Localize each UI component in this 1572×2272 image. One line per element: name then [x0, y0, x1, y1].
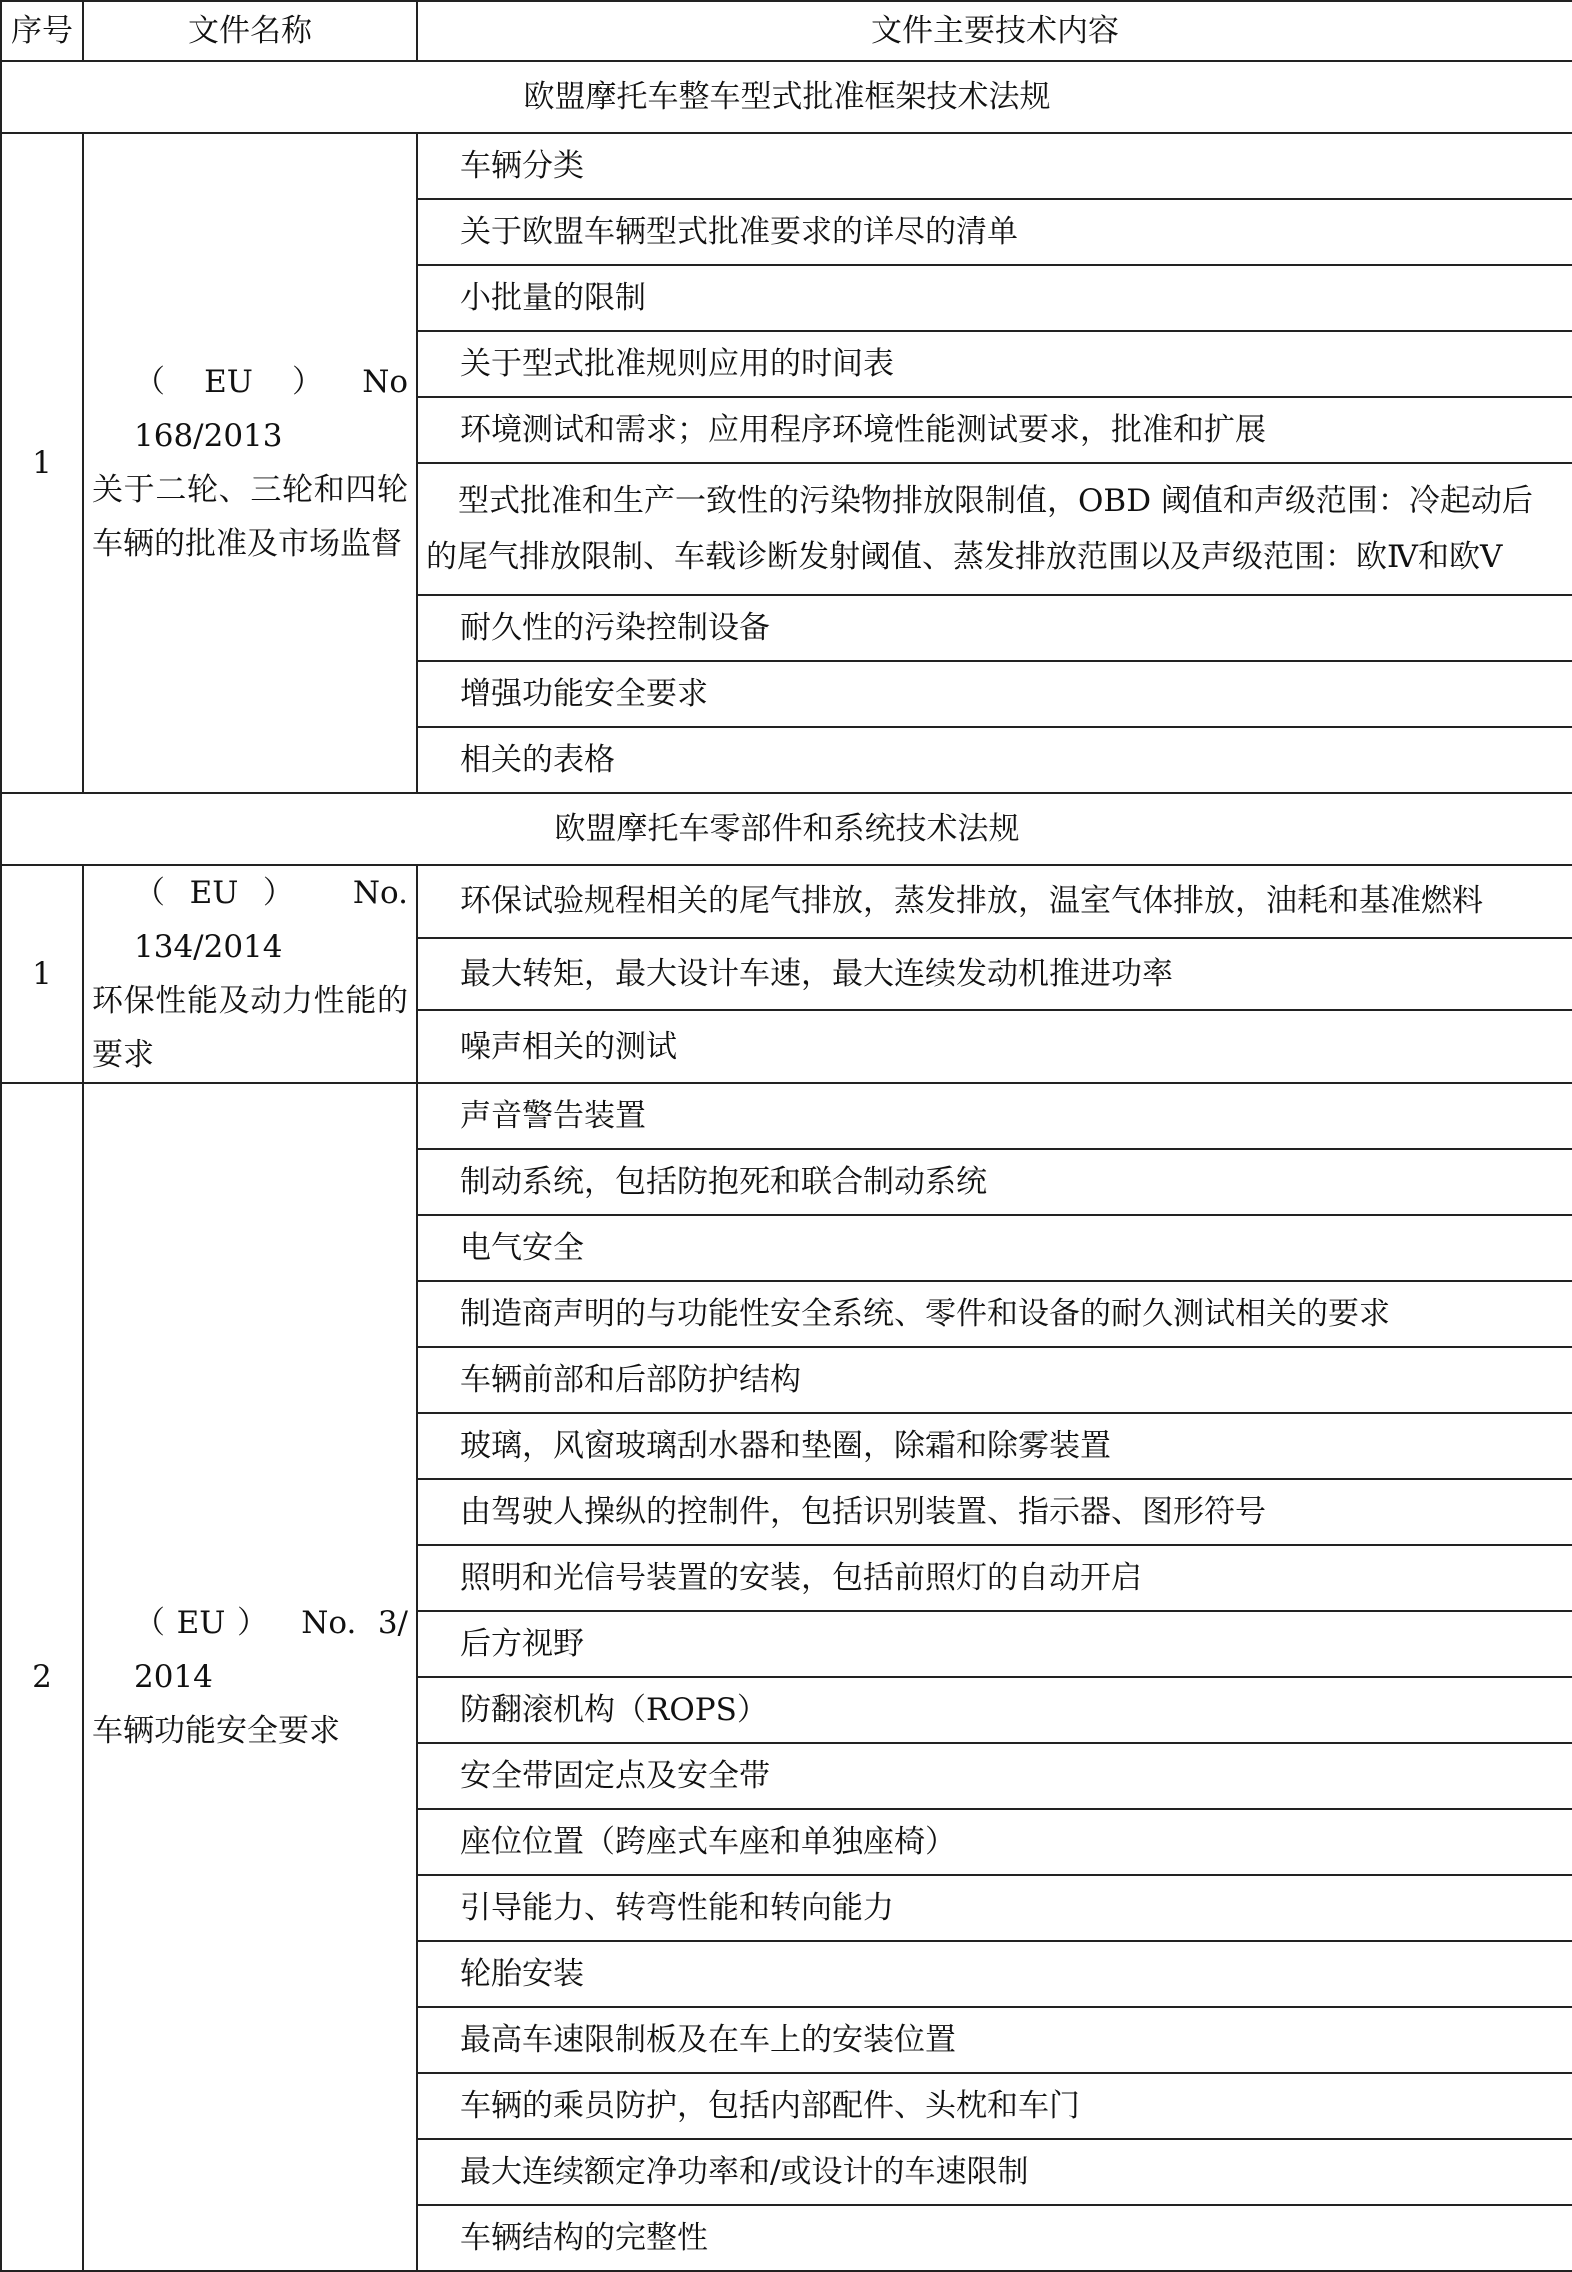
content-item: 最高车速限制板及在车上的安装位置	[417, 2007, 1572, 2073]
doc-code: （EU）No 168/2013	[134, 364, 408, 454]
content-item: 最大转矩，最大设计车速，最大连续发动机推进功率	[417, 938, 1572, 1011]
regulations-table-body	[1, 1, 1572, 2271]
doc-title: 关于二轮、三轮和四轮车辆的批准及市场监督	[92, 472, 408, 562]
header-row	[1, 1, 1572, 61]
content-item: 电气安全	[417, 1215, 1572, 1281]
content-item: 座位位置（跨座式车座和单独座椅）	[417, 1809, 1572, 1875]
content-item: 声音警告装置	[417, 1083, 1572, 1149]
content-item: 引导能力、转弯性能和转向能力	[417, 1875, 1572, 1941]
content-item: 防翻滚机构（ROPS）	[417, 1677, 1572, 1743]
content-item: 增强功能安全要求	[417, 661, 1572, 727]
content-item: 照明和光信号装置的安装，包括前照灯的自动开启	[417, 1545, 1572, 1611]
content-item: 耐久性的污染控制设备	[417, 595, 1572, 661]
doc-name-cell	[83, 133, 417, 793]
content-item: 最大连续额定净功率和/或设计的车速限制	[417, 2139, 1572, 2205]
content-item	[417, 463, 1572, 595]
content-item: 车辆分类	[417, 133, 1572, 199]
content-item: 后方视野	[417, 1611, 1572, 1677]
section-title: 欧盟摩托车整车型式批准框架技术法规	[1, 61, 1572, 133]
content-item: 玻璃，风窗玻璃刮水器和垫圈，除霜和除雾装置	[417, 1413, 1572, 1479]
section-row	[1, 61, 1572, 133]
header-content: 文件主要技术内容	[417, 1, 1572, 61]
header-seq: 序号	[1, 1, 83, 61]
table-row	[1, 1083, 1572, 1149]
header-name: 文件名称	[83, 1, 417, 61]
table-row	[1, 865, 1572, 938]
content-item: 小批量的限制	[417, 265, 1572, 331]
doc-code: （EU） No. 134/2014	[134, 875, 408, 965]
section-row	[1, 793, 1572, 865]
content-item: 关于型式批准规则应用的时间表	[417, 331, 1572, 397]
table-row	[1, 133, 1572, 199]
content-item: 车辆结构的完整性	[417, 2205, 1572, 2271]
content-item: 安全带固定点及安全带	[417, 1743, 1572, 1809]
content-item: 制造商声明的与功能性安全系统、零件和设备的耐久测试相关的要求	[417, 1281, 1572, 1347]
content-text: 型式批准和生产一致性的污染物排放限制值，OBD 阈值和声级范围：冷起动后的尾气排放限制、车载诊断发射阈值、蒸发排放范围以及声级范围：欧Ⅳ和欧Ⅴ	[426, 483, 1533, 575]
content-item: 车辆的乘员防护，包括内部配件、头枕和车门	[417, 2073, 1572, 2139]
content-item: 制动系统，包括防抱死和联合制动系统	[417, 1149, 1572, 1215]
doc-name-cell	[83, 1083, 417, 2271]
content-item: 车辆前部和后部防护结构	[417, 1347, 1572, 1413]
doc-title: 环保性能及动力性能的要求	[92, 983, 408, 1073]
seq-cell: 1	[1, 133, 83, 793]
section-title: 欧盟摩托车零部件和系统技术法规	[1, 793, 1572, 865]
content-item: 环保试验规程相关的尾气排放，蒸发排放，温室气体排放，油耗和基准燃料	[417, 865, 1572, 938]
seq-cell: 1	[1, 865, 83, 1083]
content-item: 轮胎安装	[417, 1941, 1572, 2007]
seq-cell: 2	[1, 1083, 83, 2271]
content-item: 环境测试和需求；应用程序环境性能测试要求，批准和扩展	[417, 397, 1572, 463]
content-item: 关于欧盟车辆型式批准要求的详尽的清单	[417, 199, 1572, 265]
doc-name-cell	[83, 865, 417, 1083]
content-item: 相关的表格	[417, 727, 1572, 793]
doc-code: （EU） No. 3/ 2014	[134, 1605, 408, 1695]
content-item: 由驾驶人操纵的控制件，包括识别装置、指示器、图形符号	[417, 1479, 1572, 1545]
doc-title: 车辆功能安全要求	[92, 1713, 340, 1749]
content-item: 噪声相关的测试	[417, 1010, 1572, 1083]
